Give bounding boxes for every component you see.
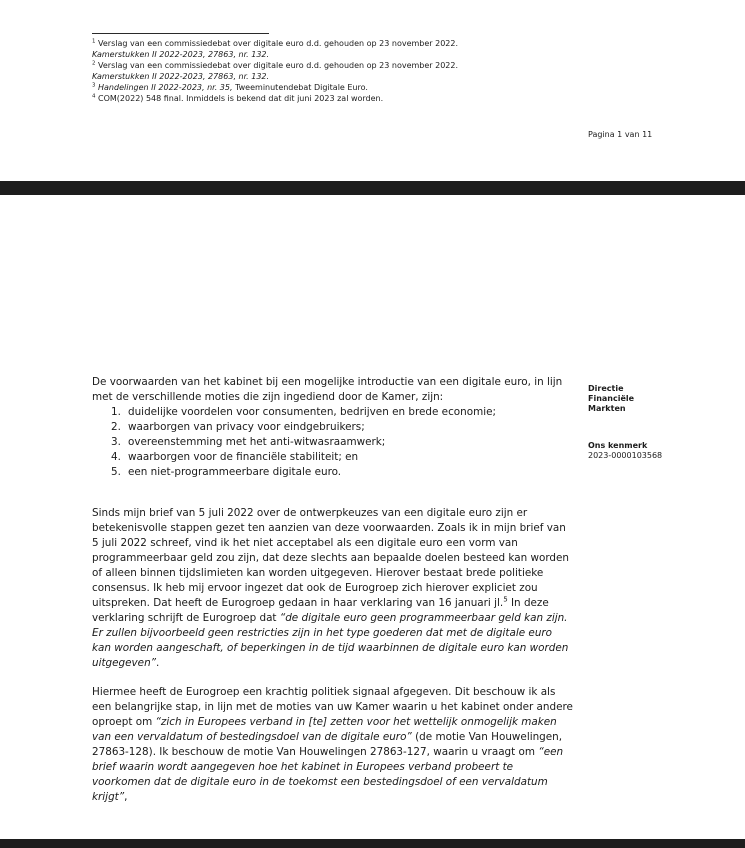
paragraph-text: Sinds mijn brief van 5 juli 2022 over de ontwerpkeuzes van een digitale euro zijn er betekenisvolle stappen gezet ten aanzien van deze voorwaarden. Zoals ik in mijn brief van 5 juli 2022 schreef, vind ik het niet acceptabel als een digitale euro een vorm van programmeerbaar geld zou zijn, dat deze slechts aan bepaalde doelen besteed kan worden of alleen binnen tijdslimieten kan worden uitgegeven. Hierover bestaat brede politieke consensus. Ik heb mij ervoor ingezet dat ook de Eurogroep zich hierover expliciet zou uitspreken. Dat heeft de Eurogroep gedaan in haar verklaring van 16 januari jl. (92, 507, 569, 609)
paragraph-text: . (156, 657, 160, 669)
footnote-2 (92, 60, 542, 82)
footnote-1-marker: 1 (92, 38, 96, 45)
list-item-text: overeenstemming met het anti-witwasraamwerk; (128, 436, 386, 448)
kenmerk-value: 2023-0000103568 (588, 451, 663, 460)
list-item (92, 405, 574, 420)
footnote-1-citation: Kamerstukken II 2022-2023, 27863, nr. 132. (92, 50, 270, 59)
list-item-number: 3. (111, 436, 121, 448)
directie-label: Directie Financiële Markten (588, 384, 635, 413)
motie-quote-1: “zich in Europees verband in [te] zetten voor het wettelijk onmogelijk maken van een vervaldatum of bestedingsdoel van de digitale euro” (92, 716, 557, 743)
paragraph-text: Hiermee heeft de Eurogroep een krachtig politiek signaal afgegeven. Dit beschouw ik als een belangrijke stap, in lijn met de moties van uw Kamer waarin u het kabinet onder andere oproept om (92, 686, 573, 728)
footnote-4-text: COM(2022) 548 final. Inmiddels is bekend dat dit juni 2023 zal worden. (98, 94, 384, 103)
list-item (92, 465, 574, 480)
list-item-text: duidelijke voordelen voor consumenten, bedrijven en brede economie; (128, 406, 496, 418)
footnote-ref-5: 5 (503, 594, 508, 604)
footnote-4-marker: 4 (92, 93, 96, 100)
list-item-number: 1. (111, 406, 121, 418)
kenmerk-block (588, 441, 693, 461)
letter-body (92, 375, 574, 805)
paragraph-text: , (124, 791, 128, 803)
footnote-2-marker: 2 (92, 60, 96, 67)
footnote-3-marker: 3 (92, 82, 96, 89)
list-item-text: waarborgen voor de financiële stabiliteit; en (128, 451, 359, 463)
footnote-1-text: Verslag van een commissiedebat over digitale euro d.d. gehouden op 23 november 2022. (98, 39, 459, 48)
footnote-separator-rule (92, 33, 269, 34)
list-item (92, 450, 574, 465)
footnote-3 (92, 82, 542, 93)
footnote-2-text: Verslag van een commissiedebat over digitale euro d.d. gehouden op 23 november 2022. (98, 61, 459, 70)
motie-quote-2: “een brief waarin wordt aangegeven hoe het kabinet in Europees verband probeert te voorkomen dat de digitale euro in de toekomst een bestedingsdoel of een vervaldatum krijgt” (92, 746, 564, 803)
paragraph-text: In deze verklaring schrijft de Eurogroep dat (92, 597, 549, 624)
page-break-bar (0, 181, 745, 195)
list-item-number: 4. (111, 451, 121, 463)
footnote-2-citation: Kamerstukken II 2022-2023, 27863, nr. 132. (92, 72, 270, 81)
list-item-text: een niet-programmeerbare digitale euro. (128, 466, 342, 478)
list-item (92, 420, 574, 435)
footnote-1 (92, 38, 542, 60)
paragraph-moties (92, 685, 574, 805)
footnote-4 (92, 93, 542, 104)
page-number: Pagina 1 van 11 (588, 130, 653, 139)
list-item-number: 5. (111, 466, 121, 478)
list-item (92, 435, 574, 450)
page-break-bar-bottom (0, 839, 745, 848)
kenmerk-label: Ons kenmerk (588, 441, 648, 450)
paragraph-eurogroep (92, 506, 574, 671)
list-item-number: 2. (111, 421, 121, 433)
conditions-list (92, 405, 574, 480)
footnote-3-text: Tweeminutendebat Digitale Euro. (232, 83, 368, 92)
paragraph-text: (de motie Van Houwelingen, 27863-128). Ik beschouw de motie Van Houwelingen 27863-127, waarin u vraagt om (92, 731, 563, 758)
letter-margin-info (588, 384, 693, 461)
list-item-text: waarborgen van privacy voor eindgebruikers; (128, 421, 365, 433)
footnotes (92, 38, 542, 104)
intro-paragraph: De voorwaarden van het kabinet bij een mogelijke introductie van een digitale euro, in lijn met de verschillende moties die zijn ingediend door de Kamer, zijn: (92, 376, 563, 403)
footnote-3-citation: Handelingen II 2022-2023, nr. 35, (98, 83, 233, 92)
eurogroep-quote: “de digitale euro geen programmeerbaar geld kan zijn. Er zullen bijvoorbeeld geen restricties zijn in het type goederen dat met de digitale euro kan worden aangeschaft, of beperkingen in de tijd waarbinnen de digitale euro kan worden uitgegeven” (92, 612, 569, 669)
